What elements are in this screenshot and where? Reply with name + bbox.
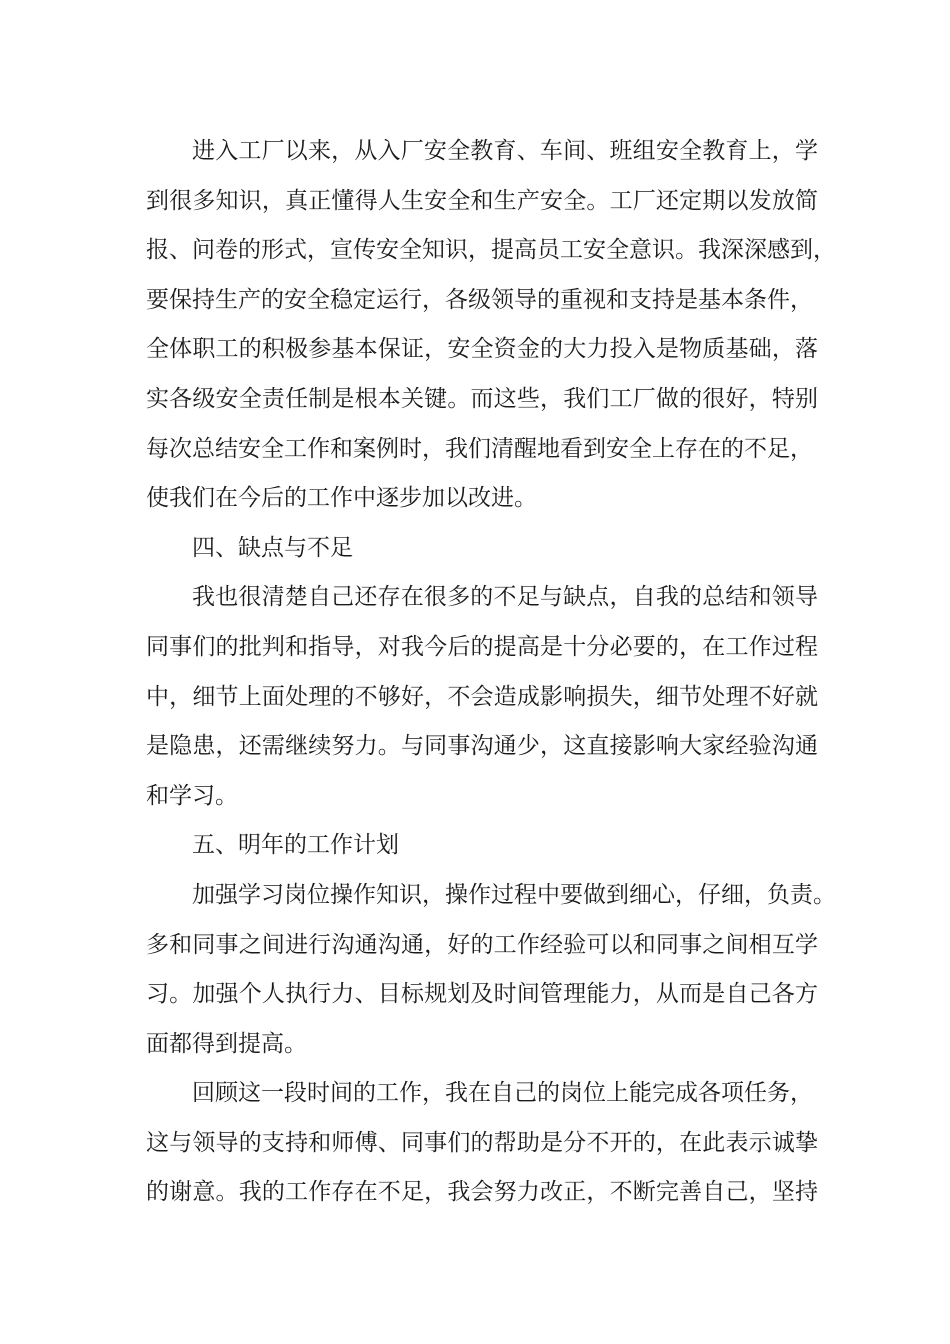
paragraph-line: 进入工厂以来，从入厂安全教育、车间、班组安全教育上，学 bbox=[192, 138, 818, 164]
paragraph-line: 中，细节上面处理的不够好，不会造成影响损失，细节处理不好就 bbox=[146, 683, 818, 710]
paragraph-line: 的谢意。我的工作存在不足，我会努力改正，不断完善自己，坚持 bbox=[146, 1179, 818, 1206]
section-heading-5: 五、明年的工作计划 bbox=[192, 832, 399, 859]
paragraph-line: 全体职工的积极参基本保证，安全资金的大力投入是物质基础，落 bbox=[146, 336, 818, 363]
paragraph-line: 面都得到提高。 bbox=[146, 1030, 307, 1057]
paragraph-line: 到很多知识，真正懂得人生安全和生产安全。工厂还定期以发放简 bbox=[146, 187, 818, 214]
paragraph-line: 和学习。 bbox=[146, 782, 238, 809]
paragraph-line: 这与领导的支持和师傅、同事们的帮助是分不开的，在此表示诚挚 bbox=[146, 1129, 818, 1156]
paragraph-line: 报、问卷的形式，宣传安全知识，提高员工安全意识。我深深感到， bbox=[146, 237, 836, 264]
paragraph-line: 加强学习岗位操作知识，操作过程中要做到细心，仔细，负责。 bbox=[192, 881, 836, 908]
paragraph-line: 我也很清楚自己还存在很多的不足与缺点，自我的总结和领导 bbox=[192, 584, 818, 611]
section-heading-4: 四、缺点与不足 bbox=[192, 534, 353, 561]
paragraph-line: 实各级安全责任制是根本关键。而这些，我们工厂做的很好，特别 bbox=[146, 385, 818, 412]
paragraph-line: 每次总结安全工作和案例时，我们清醒地看到安全上存在的不足， bbox=[146, 435, 813, 462]
document-body bbox=[146, 127, 836, 1218]
paragraph-line: 同事们的批判和指导，对我今后的提高是十分必要的，在工作过程 bbox=[146, 633, 818, 660]
paragraph-line: 多和同事之间进行沟通沟通，好的工作经验可以和同事之间相互学 bbox=[146, 931, 818, 958]
paragraph-line: 使我们在今后的工作中逐步加以改进。 bbox=[146, 485, 537, 512]
paragraph-line: 回顾这一段时间的工作，我在自己的岗位上能完成各项任务， bbox=[192, 1080, 813, 1107]
paragraph-line: 是隐患，还需继续努力。与同事沟通少，这直接影响大家经验沟通 bbox=[146, 733, 818, 760]
paragraph-line: 习。加强个人执行力、目标规划及时间管理能力，从而是自己各方 bbox=[146, 981, 818, 1008]
paragraph-line: 要保持生产的安全稳定运行，各级领导的重视和支持是基本条件， bbox=[146, 286, 813, 313]
